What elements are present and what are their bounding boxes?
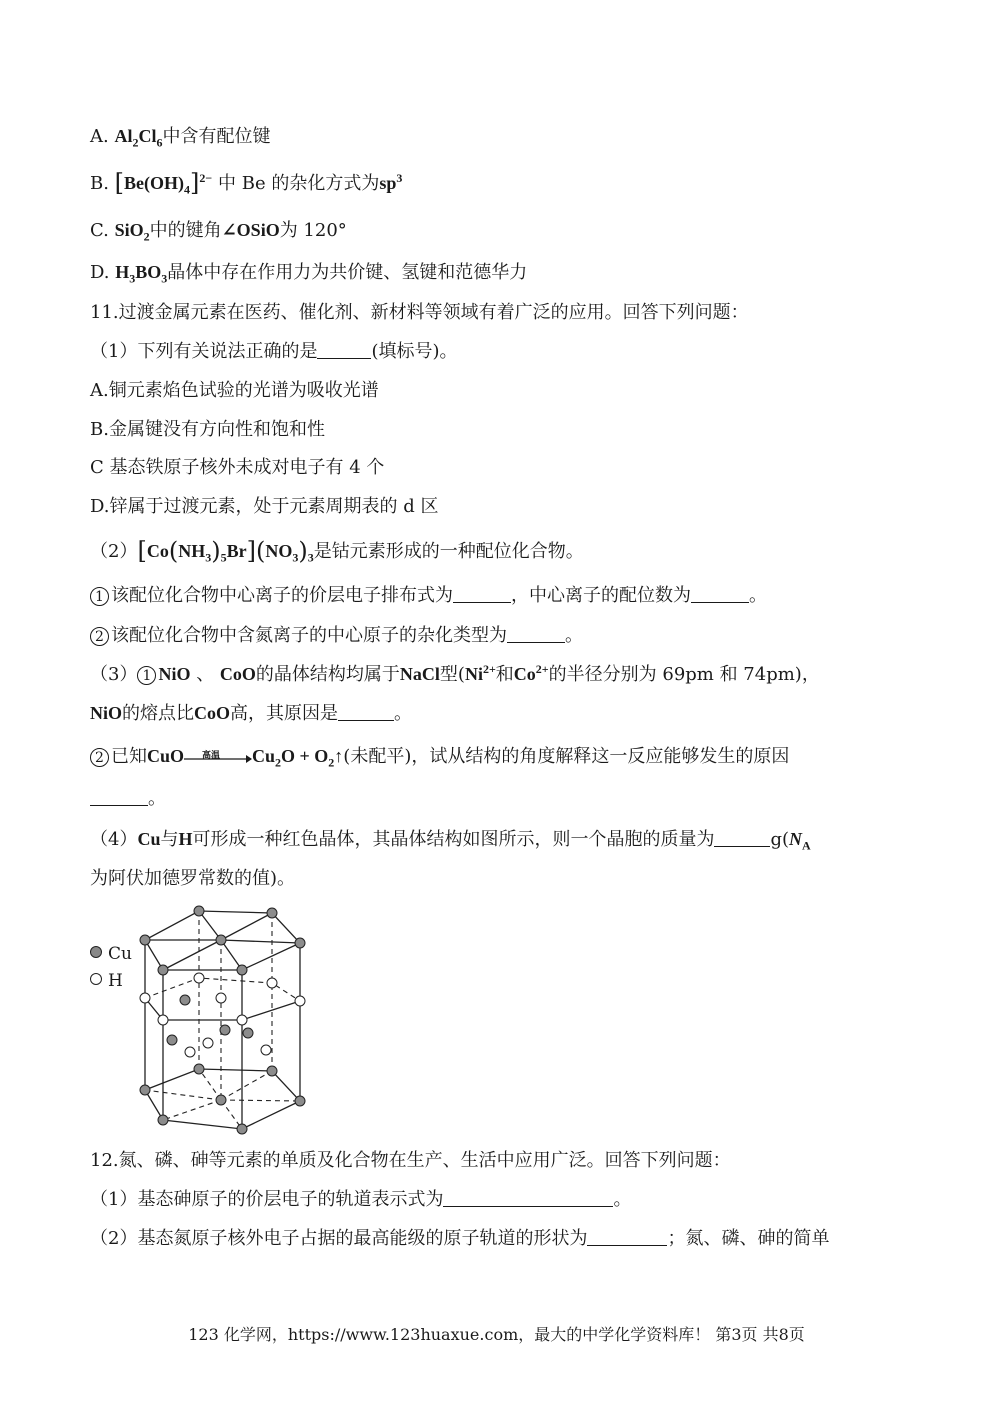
page-footer: 123 化学网，https://www.123huaxue.com，最大的中学化学资料库！ 第3页 共8页 [188,1325,805,1344]
circled-number: 2 [90,627,109,646]
q10-option-b: B. $[Be(OH)_4]^{2-}$ 中 Be 的杂化方式为$sp^3$ [90,169,403,197]
q10-option-a: A. $Al_2Cl_6$中含有配位键 [90,126,271,150]
q11-option-a: A.铜元素焰色试验的光谱为吸收光谱 [90,380,379,401]
reaction-arrow: 高温 [184,747,252,767]
circled-number: 1 [90,587,109,606]
circled-number: 2 [90,748,109,767]
q11-part1: （1）下列有关说法正确的是 (填标号)。 [90,341,458,362]
legend-h: H [90,971,123,991]
q11-part3: （3） 1 NiO 、 CoO的晶体结构均属于NaCl型($Ni^{2+}$和$Co^{2+}$的半径分别为 69pm 和 74pm)， [90,662,820,685]
q11-part3-2: 2 已知CuO 高温 $Cu_2O$ + $O_2↑$(未配平)，试从结构的角度解释这一反应能够发生的原因 [90,743,789,770]
q11-part2-1: 1 该配位化合物中心离子的价层电子排布式为 ，中心离子的配位数为 。 [90,583,767,609]
q10-option-d: D. $H_3BO_3$晶体中存在作用力为共价键、氢键和范德华力 [90,262,528,286]
q11-part3-2-line2: 。 [90,786,166,812]
circled-number: 1 [137,666,156,685]
q11-part4: （4）Cu与H可形成一种红色晶体，其晶体结构如图所示，则一个晶胞的质量为 $g(N_A$ [90,829,811,853]
q12-part1: （1）基态砷原子的价层电子的轨道表示式为 。 [90,1189,632,1210]
q11-option-d: D.锌属于过渡元素，处于元素周期表的 d 区 [90,496,439,517]
q11-stem: 11.过渡金属元素在医药、催化剂、新材料等领域有着广泛的应用。回答下列问题： [90,302,749,323]
answer-blank[interactable] [443,1188,613,1207]
q11-part4-line2: 为阿伏加德罗常数的值)。 [90,868,296,889]
q11-option-b: B.金属键没有方向性和饱和性 [90,419,325,440]
legend-cu: Cu [90,944,132,964]
q10-option-c: C. SiO$_2$中的键角∠OSiO为 120° [90,220,347,244]
q12-stem: 12.氮、磷、砷等元素的单质及化合物在生产、生活中应用广泛。回答下列问题： [90,1150,731,1171]
q11-part2-2: 2 该配位化合物中含氮离子的中心原子的杂化类型为 。 [90,623,583,649]
q12-part2: （2）基态氮原子核外电子占据的最高能级的原子轨道的形状为 ；氮、磷、砷的简单 [90,1228,830,1249]
answer-blank[interactable] [587,1227,667,1246]
q11-part3-line2: NiO的熔点比CoO高，其原因是 。 [90,703,413,724]
up-arrow-icon: ↑ [334,746,344,766]
q11-part2: $(2)[Co(NH_3)_5Br](NO_3)_3$是钴元素形成的一种配位化合物。 [90,537,584,565]
q11-option-c: C 基态铁原子核外未成对电子有 4 个 [90,457,385,478]
